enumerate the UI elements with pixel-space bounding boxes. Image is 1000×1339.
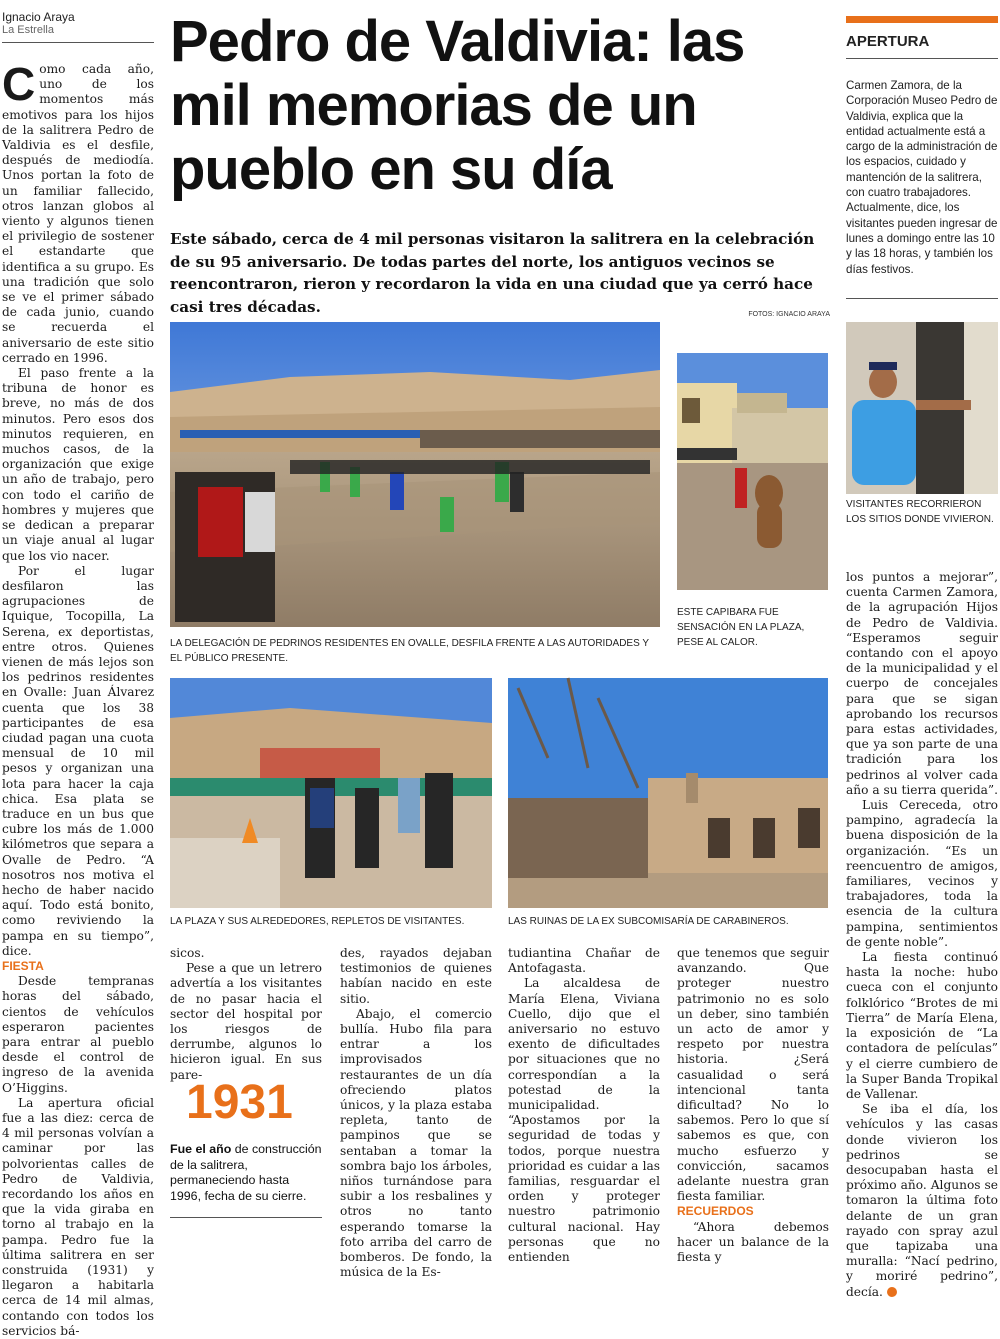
col6-paragraph: los puntos a mejorar”, cuenta Carmen Zamora, de la agrupación Hijos de Pedro de Valdivia. “Esperamos seguir contando con el apoyo de la municipalidad y el cuerpo de concejales para que se sigan aprobando los recursos para estas actividades, que ya son parte de una tradición para los pedrinos al volver cada año a su tierra querida”. bbox=[846, 570, 999, 797]
dropcap: C bbox=[2, 58, 36, 110]
sidebar-title: APERTURA bbox=[846, 33, 930, 50]
col1-paragraph: La apertura oficial fue a las diez: cerca de 4 mil personas volvían a caminar por las polvorientas calles de Pedro de Valdivia, recordando los años en que la vida giraba en torno al trabajo en la pampa. Pedro fue la última salitrera en ser construida (1931) y llegaron a habitarla cerca de 14 mil almas, contando con todos los servicios bá- bbox=[2, 1095, 154, 1338]
photo-capybara bbox=[677, 353, 828, 590]
col5-paragraph: “Ahora debemos hacer un balance de la fiesta y bbox=[677, 1219, 829, 1265]
col2-paragraph: Pese a que un letrero advertía a los visitantes de no pasar hacia el sector del hospital por los riesgos de derrumbe, algunos lo hicieron igual. En sus pare- bbox=[170, 961, 322, 1082]
caption-parade: LA DELEGACIÓN DE PEDRINOS RESIDENTES EN OVALLE, DESFILA FRENTE A LAS AUTORIDADES Y EL PÚBLICO PRESENTE. bbox=[170, 638, 649, 664]
col3-paragraph: Abajo, el comercio bullía. Hubo fila para entrar a los improvisados restaurantes de un día ofreciendo platos únicos, y la plaza estaba repleta, tanto de pampinos que se sentaban a tomar la sombra bajo los árboles, niños turnándose para subir a los resbalines y otros no tanto esperando tomarse la foto arriba del carro de bomberos. De fondo, la música de la Es- bbox=[340, 1006, 492, 1280]
col2-paragraph: sicos. bbox=[170, 946, 205, 960]
caption-ruins: LAS RUINAS DE LA EX SUBCOMISARÍA DE CARABINEROS. bbox=[508, 916, 789, 927]
col6-last-text: Se iba el día, los vehículos y las casas donde vivieron los pedrinos se desocupaban hasta el próximo año. Algunos se tomaron la última foto delante de un gran rayado con spray azul que tapizaba una muralla: “Nací pedrino, y moriré pedrino”, decía. bbox=[846, 1102, 998, 1299]
article-column-4 bbox=[508, 946, 660, 1265]
factbox-rule bbox=[170, 1217, 322, 1218]
article-column-3 bbox=[340, 946, 492, 1280]
article-column-5 bbox=[677, 946, 829, 1265]
byline-rule bbox=[2, 42, 154, 43]
col1-paragraph: El paso frente a la tribuna de honor es breve, no más de dos minutos. Pero esos dos minutos requieren, en muchos casos, de la organización que exige un año de trabajo, pero con todo el cariño de hombres y mujeres que se dedican a preparar un viaje anual al lugar que los vio nacer. bbox=[2, 366, 154, 563]
col6-paragraph bbox=[846, 1102, 998, 1300]
factbox bbox=[170, 1078, 322, 1204]
subhead-recuerdos: RECUERDOS bbox=[677, 1204, 754, 1219]
byline bbox=[2, 10, 154, 37]
photo-visitor bbox=[846, 322, 998, 494]
factbox-text bbox=[170, 1142, 322, 1204]
byline-author: Ignacio Araya bbox=[2, 10, 75, 24]
factbox-bold: Fue el año bbox=[170, 1142, 232, 1156]
end-mark-icon bbox=[887, 1287, 897, 1297]
col1-paragraph: Desde tempranas horas del sábado, cientos de vehículos esperaron pacientes para entrar al pueblo desde el control de ingreso de la avenida O’Higgins. bbox=[2, 974, 154, 1095]
article-column-1 bbox=[2, 58, 154, 1339]
sidebar-title-rule bbox=[846, 58, 998, 59]
col6-paragraph: La fiesta continuó hasta la noche: hubo cueca con el conjunto folklórico “Brotes de mi Tierra” de María Elena, la exposición de “La contadora de películas” y el cierre cumbiero de la Super Banda Tropikal de Vallenar. bbox=[846, 950, 998, 1101]
factbox-rest: de construcción de la salitrera, permaneciendo hasta 1996, fecha de su cierre. bbox=[170, 1142, 322, 1203]
caption-plaza: LA PLAZA Y SUS ALREDEDORES, REPLETOS DE VISITANTES. bbox=[170, 916, 465, 927]
byline-outlet: La Estrella bbox=[2, 24, 54, 36]
caption-capybara: ESTE CAPIBARA FUE SENSACIÓN EN LA PLAZA, PESE AL CALOR. bbox=[677, 607, 805, 648]
col1-paragraph: omo cada año, uno de los momentos más emotivos para los hijos de la salitrera Pedro de Valdivia es el desfile, después de mediodía. Unos portan la foto de un familiar fallecido, otros lanzan globos al viento y algunos tienen el privilegio de sostener el estandarte que identifica a su grupo. Es una tradición que solo se ve el primer sábado de cada junio, cuando se recuerda el aniversario de este sitio cerrado en 1996. bbox=[2, 62, 154, 365]
caption-visitor: VISITANTES RECORRIERON LOS SITIOS DONDE VIVIERON. bbox=[846, 499, 994, 525]
col3-paragraph: des, rayados dejaban testimonios de quienes habían nacido en este sitio. bbox=[340, 946, 492, 1006]
col6-paragraph: Luis Cereceda, otro pampino, agradecía la buena disposición de la organización. “Es un reencuentro de amigos, familiares, vecinos y trabajadores, toda la esencia de la cultura pampina, sentimientos de gente noble”. bbox=[846, 798, 998, 949]
photo-ruins bbox=[508, 678, 828, 908]
sidebar-text: Carmen Zamora, de la Corporación Museo Pedro de Valdivia, explica que la entidad actualmente está a cargo de la administración de los espacios, cuidado y mantención de la salitrera, con cuatro trabajadores. Actualmente, dice, los visitantes pueden ingresar de lunes a domingo entre las 10 y las 18 horas, y también los días festivos. bbox=[846, 79, 998, 276]
col1-paragraph: Por el lugar desfilaron las agrupaciones de Iquique, Tocopilla, La Serena, ex deportistas, entre otros. Quienes vienen de más lejos son los pedrinos residentes en Ovalle: Juan Álvarez cuenta que los 38 participantes de esa ciudad pagan una cuota mensual de 10 mil pesos y organizan una lota para hacer la caja chica. Esa plata se traduce en un bus que cubre los más de 1.000 kilómetros que separa a Ovalle de Pedro. “A nosotros nos motiva el hecho de haber nacido aquí. Todo está bonito, como reviviendo la pampa en su tiempo”, dice. bbox=[2, 563, 154, 958]
headline: Pedro de Valdivia: las mil memorias de un pueblo en su día bbox=[170, 9, 745, 202]
factbox-year: 1931 bbox=[186, 1076, 293, 1129]
subhead-fiesta: FIESTA bbox=[2, 958, 44, 973]
col4-paragraph: tudiantina Chañar de Antofagasta. bbox=[508, 946, 660, 976]
article-column-6 bbox=[846, 570, 998, 1300]
photo-parade bbox=[170, 322, 660, 627]
col4-paragraph: La alcaldesa de María Elena, Viviana Cuello, dijo que el aniversario no estuvo exento de dificultades por situaciones que no correspondían a la potestad de la municipalidad. “Apostamos por la seguridad de todas y todos, porque nuestra prioridad es cuidar a las familias, resguardar el orden y proteger nuestro patrimonio cultural nacional. Hay personas que no entienden bbox=[508, 976, 660, 1265]
photo-plaza bbox=[170, 678, 492, 908]
col5-paragraph: que tenemos que seguir avanzando. Que proteger nuestro patrimonio no es solo un deber, sino también un acto de amor y respeto por nuestra historia. ¿Será casualidad o será intencional tanta dificultad? No lo sabemos. Pero lo que sí sabemos es que, con mucho esfuerzo y convicción, sacamos adelante nuestra gran fiesta familiar. bbox=[677, 946, 829, 1204]
article-column-2 bbox=[170, 946, 322, 1083]
sidebar-bottom-rule bbox=[846, 298, 998, 299]
sidebar-accent-bar bbox=[846, 16, 998, 23]
lead-paragraph: Este sábado, cerca de 4 mil personas visitaron la salitrera en la celebración de su 95 aniversario. De todas partes del norte, los antiguos vecinos se reencontraron, rieron y recordaron la vida en una ciudad que ya cerró hace casi tres décadas. bbox=[170, 230, 815, 316]
photo-credit: FOTOS: IGNACIO ARAYA bbox=[748, 311, 830, 318]
